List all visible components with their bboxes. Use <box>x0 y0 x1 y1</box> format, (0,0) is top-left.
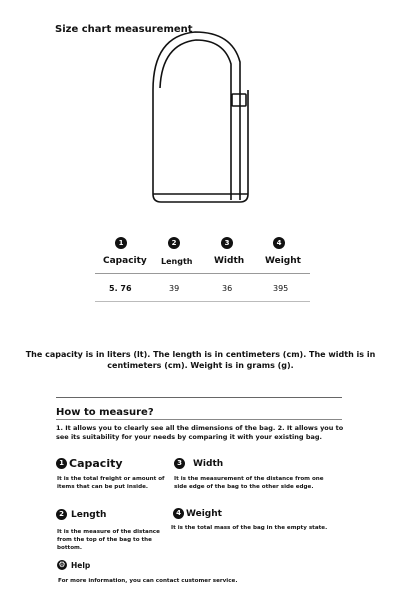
length-header: Length <box>161 257 193 266</box>
number-one-icon: 1 <box>56 458 67 469</box>
section-rule-top <box>56 397 342 398</box>
capacity-header: Capacity <box>103 256 147 266</box>
length-heading <box>56 509 106 520</box>
section-rule <box>56 419 342 420</box>
width-description: It is the measurement of the distance from one side edge of the bag to the other side edge. <box>174 476 324 490</box>
how-to-measure-title: How to measure? <box>56 407 154 418</box>
table-divider <box>95 273 310 274</box>
length-value: 39 <box>169 284 180 293</box>
capacity-heading <box>56 457 123 470</box>
weight-heading <box>173 508 222 519</box>
number-two-icon: 2 <box>56 509 67 520</box>
weight-description: It is the total mass of the bag in the empty state. <box>171 525 328 531</box>
weight-header: Weight <box>265 256 301 266</box>
number-four-icon: 4 <box>173 508 184 519</box>
weight-number-icon: 4 <box>273 237 285 249</box>
width-value: 36 <box>222 284 233 293</box>
page-title: Size chart measurement <box>55 24 193 35</box>
width-number-icon: 3 <box>221 237 233 249</box>
number-three-icon: 3 <box>174 458 185 469</box>
help-label: Help <box>71 560 91 570</box>
table-divider-bottom <box>95 301 310 302</box>
width-heading <box>174 458 223 469</box>
how-to-intro: 1. It allows you to clearly see all the dimensions of the bag. 2. It allows you to see its suitability for your needs by comparing it with your existing bag. <box>56 424 344 441</box>
gear-icon: ⚙ <box>58 560 66 569</box>
length-description: It is the measure of the distance from the top of the bag to the bottom. <box>57 529 160 551</box>
length-number-icon: 2 <box>168 237 180 249</box>
help-heading <box>57 560 90 570</box>
capacity-number-icon: 1 <box>115 237 127 249</box>
bag-illustration <box>140 22 260 207</box>
capacity-heading-label: Capacity <box>69 457 123 470</box>
capacity-description: It is the total freight or amount of items that can be put inside. <box>57 476 165 490</box>
width-header: Width <box>214 256 245 266</box>
weight-heading-label: Weight <box>186 508 222 519</box>
capacity-value: 5. 76 <box>109 284 132 293</box>
weight-value: 395 <box>273 284 289 293</box>
units-note: The capacity is in liters (lt). The length is in centimeters (cm). The width is in centimeters (cm). Weight is in grams (g). <box>25 350 376 370</box>
size-table <box>95 235 310 305</box>
length-heading-label: Length <box>71 509 107 520</box>
width-heading-label: Width <box>193 458 224 469</box>
help-description: For more information, you can contact customer service. <box>58 578 238 584</box>
